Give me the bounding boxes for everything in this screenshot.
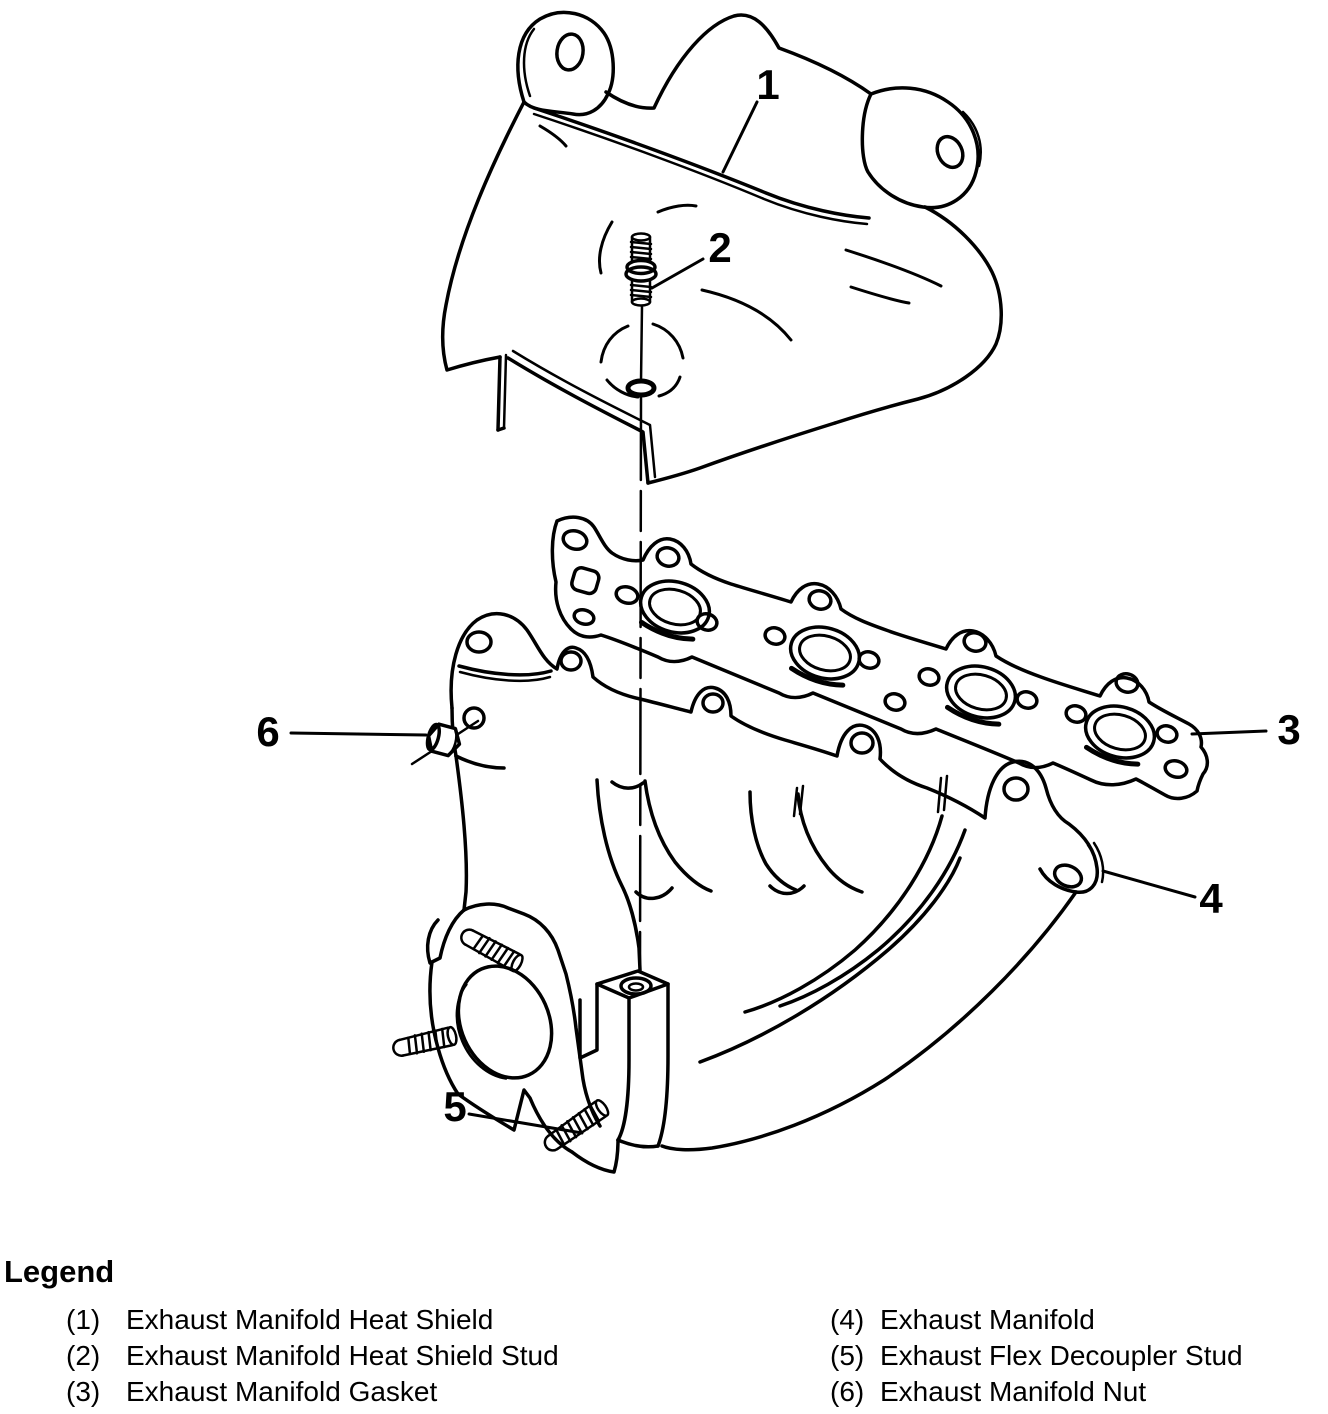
legend-item-number: (4): [830, 1304, 865, 1335]
heat-shield-stud-drawing: [626, 234, 656, 382]
manifold-nut-drawing: [412, 721, 478, 764]
callout-1: 1: [756, 61, 780, 108]
legend-item-label: Exhaust Manifold Heat Shield: [126, 1304, 494, 1335]
leader-line-3: [1192, 731, 1266, 734]
legend-item-number: (5): [830, 1340, 865, 1371]
legend-item-label: Exhaust Manifold Gasket: [126, 1376, 438, 1407]
legend-item-label: Exhaust Manifold Heat Shield Stud: [126, 1340, 559, 1371]
legend-item-number: (6): [830, 1376, 865, 1407]
legend-item-label: Exhaust Manifold Nut: [880, 1376, 1147, 1407]
legend-item-number: (2): [66, 1340, 101, 1371]
legend-item-6: [830, 1376, 1146, 1410]
manifold-drawing: [392, 614, 1104, 1172]
legend-item-4: [830, 1304, 1095, 1338]
legend-item-5: [830, 1340, 1243, 1374]
leader-line-4: [1103, 871, 1195, 897]
leader-lines: [291, 102, 1266, 1133]
callout-4: 4: [1199, 875, 1223, 922]
alignment-line: [640, 395, 641, 976]
legend-title: Legend: [4, 1254, 115, 1289]
legend-item-2: [66, 1340, 559, 1374]
legend-item-3: [66, 1376, 437, 1410]
callout-6: 6: [256, 708, 280, 755]
legend-item-label: Exhaust Flex Decoupler Stud: [880, 1340, 1243, 1371]
legend-item-number: (3): [66, 1376, 101, 1407]
leader-line-6: [291, 733, 426, 735]
legend-item-1: [66, 1304, 493, 1338]
flex-decoupler-stud-left: [392, 1026, 458, 1058]
callout-3: 3: [1277, 706, 1301, 753]
legend-item-number: (1): [66, 1304, 101, 1335]
leader-line-2: [652, 259, 703, 288]
callout-2: 2: [708, 224, 732, 271]
callout-5: 5: [443, 1083, 467, 1130]
legend-item-label: Exhaust Manifold: [880, 1304, 1095, 1335]
